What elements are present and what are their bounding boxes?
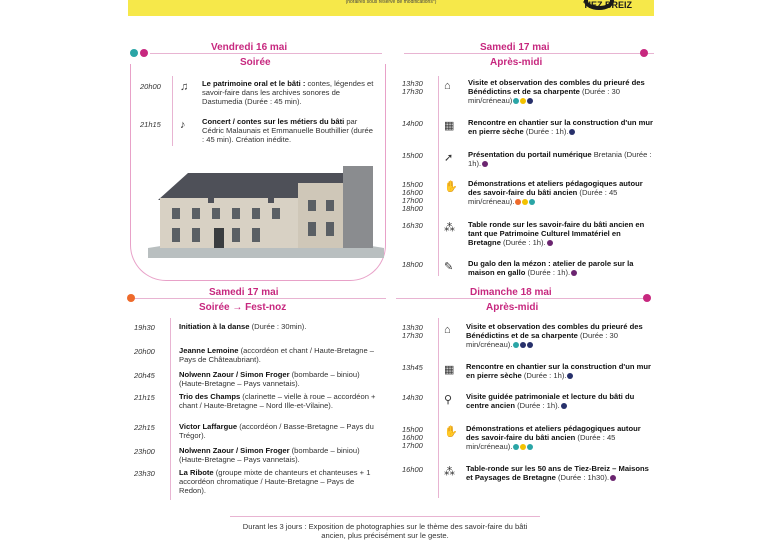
category-dots: [512, 443, 533, 452]
logo-text: TIEZ BREIZ: [583, 0, 632, 10]
event-desc: (Durée : 45 min/créneau).: [466, 433, 616, 451]
event-title: Présentation du portail numérique: [468, 150, 592, 159]
time-slot: 22h15: [134, 423, 155, 432]
event-item: [468, 259, 654, 278]
samedi-am-sub: Après-midi: [490, 57, 543, 68]
time-slot: 15h00 16h00 17h00: [402, 425, 423, 450]
category-dot-icon: [513, 98, 519, 104]
time-slot: 14h00: [402, 119, 423, 128]
event-title: Rencontre en chantier sur la construction d'un mur en pierre sèche: [466, 362, 651, 380]
event-title: Visite et observation des combles du prieuré des Bénédictins et de sa charpente: [466, 322, 643, 340]
category-dot-icon: [515, 199, 521, 205]
time-slot: 16h30: [402, 221, 423, 230]
footer-text: Durant les 3 jours : Exposition de photographies sur le thème des savoir-faire du bâti ancien, plus précisément sur le geste.: [242, 522, 528, 540]
vendredi-day: Vendredi 16 mai: [211, 42, 288, 53]
event-desc: (accordéon et chant / Haute-Bretagne – Pays de Châteaubriant).: [179, 346, 375, 364]
dimanche-day: Dimanche 18 mai: [470, 287, 552, 298]
time-slot: 16h00: [402, 465, 423, 474]
event-desc: (accordéon / Basse-Bretagne – Pays du Trégor).: [179, 422, 374, 440]
cursor-icon: ➚: [444, 152, 454, 164]
hands-icon: ✋: [444, 426, 458, 438]
category-dots: [481, 160, 488, 169]
hands-icon: ✋: [444, 181, 458, 193]
event-item: [202, 117, 374, 144]
stone-wall-icon: ▦: [444, 120, 455, 132]
header-note: (horaires sous réserve de modifications*): [345, 0, 437, 5]
event-title: Démonstrations et ateliers pédagogiques autour des savoir-faire du bâti ancien: [468, 179, 643, 197]
event-title: Visite et observation des combles du prieuré des Bénédictins et de sa charpente: [468, 78, 645, 96]
event-title: Le patrimoine oral et le bâti :: [202, 79, 306, 88]
event-desc: (groupe mixte de chanteurs et chanteuses + 1 accordéon chromatique / Haute-Bretagne – Pays de Redon).: [179, 468, 371, 495]
category-dot-icon: [520, 98, 526, 104]
event-item: [466, 322, 652, 350]
category-dot-icon: [513, 444, 519, 450]
time-slot: 20h00: [140, 82, 161, 91]
time-slot: 21h15: [140, 120, 161, 129]
event-desc: (bombarde – biniou) (Haute-Bretagne – Pays vannetais).: [179, 446, 360, 464]
event-item: [466, 392, 652, 411]
category-dot-icon: [520, 444, 526, 450]
event-item: [468, 118, 654, 137]
stone-wall-icon: ▦: [444, 364, 455, 376]
roof-icon: ⌂: [444, 324, 451, 336]
event-title: Démonstrations et ateliers pédagogiques autour des savoir-faire du bâti ancien: [466, 424, 641, 442]
event-desc: Bretania (Durée : 1h).: [468, 150, 652, 168]
pink-dot-icon: [640, 49, 648, 57]
category-dot-icon: [571, 270, 577, 276]
event-title: Victor Laffargue: [179, 422, 238, 431]
event-title: Table ronde sur les savoir-faire du bâti ancien en tant que Patrimoine Culturel Immatériel en Bretagne: [468, 220, 645, 247]
time-slot: 19h30: [134, 323, 155, 332]
category-dot-icon: [569, 129, 575, 135]
time-slot: 13h30 17h30: [402, 79, 423, 96]
category-dot-icon: [561, 403, 567, 409]
category-dots: [570, 269, 577, 278]
category-dot-icon: [522, 199, 528, 205]
category-dot-icon: [527, 444, 533, 450]
event-desc: (Durée : 1h).: [514, 401, 560, 410]
vendredi-header-line: [150, 53, 382, 54]
vendredi-timeline: [172, 76, 173, 146]
event-title: Concert / contes sur les métiers du bâti: [202, 117, 345, 126]
event-title: La Ribote: [179, 468, 214, 477]
event-desc: (Durée : 1h).: [500, 238, 546, 247]
samedi-pm-header-line: [134, 298, 386, 299]
time-slot: 20h00: [134, 347, 155, 356]
vendredi-sub: Soirée: [240, 57, 271, 68]
event-title: Nolwenn Zaour / Simon Froger: [179, 446, 290, 455]
category-dot-icon: [482, 161, 488, 167]
event-title: Table-ronde sur les 50 ans de Tiez-Breiz – Maisons et Paysages de Bretagne: [466, 464, 649, 482]
samedi-pm-sub: Soirée → Fest-noz: [199, 302, 287, 313]
category-dots: [560, 402, 567, 411]
event-item: [466, 464, 652, 483]
time-slot: 15h00 16h00 17h00 18h00: [402, 180, 423, 213]
category-dots: [514, 198, 535, 207]
pin-icon: ⚲: [444, 394, 453, 406]
category-dots: [609, 474, 616, 483]
roof-icon: ⌂: [444, 80, 451, 92]
category-dots: [566, 372, 573, 381]
samedi-pm-timeline: [170, 318, 171, 500]
event-item: [202, 79, 374, 106]
music-notes-icon: ♫: [180, 81, 189, 93]
event-item: [179, 422, 379, 440]
event-desc: (Durée : 30 min/créneau).: [466, 331, 618, 349]
event-item: [468, 150, 654, 169]
chateau-photo: [148, 158, 384, 258]
pink-dot-icon: [643, 294, 651, 302]
speech-icon: ✎: [444, 261, 454, 273]
event-item: [468, 179, 654, 207]
event-title: Rencontre en chantier sur la construction d'un mur en pierre sèche: [468, 118, 653, 136]
event-desc: contes, légendes et savoir-faire dans les archives sonores de Dastumedia (Durée : 45 min).: [202, 79, 374, 106]
time-slot: 13h45: [402, 363, 423, 372]
event-item: [466, 362, 652, 381]
category-dot-icon: [547, 240, 553, 246]
category-dots: [546, 239, 553, 248]
event-title: Trio des Champs: [179, 392, 241, 401]
event-title: Visite guidée patrimoniale et lecture du bâti du centre ancien: [466, 392, 635, 410]
time-slot: 15h00: [402, 151, 423, 160]
time-slot: 21h15: [134, 393, 155, 402]
time-slot: 14h30: [402, 393, 423, 402]
dimanche-header-line: [396, 298, 646, 299]
footer-divider: [230, 516, 540, 517]
event-item: [466, 424, 652, 452]
event-desc: (Durée : 45 min/créneau).: [468, 188, 618, 206]
time-slot: 20h45: [134, 371, 155, 380]
event-desc: (Durée : 1h).: [523, 127, 569, 136]
time-slot: 23h30: [134, 469, 155, 478]
samedi-am-timeline: [438, 76, 439, 276]
category-dots: [512, 97, 533, 106]
event-title: Du galo den la mézon : atelier de parole sur la maison en gallo: [468, 259, 634, 277]
samedi-am-header-line: [404, 53, 654, 54]
category-dots: [568, 128, 575, 137]
category-dot-icon: [610, 475, 616, 481]
event-item: [179, 392, 379, 410]
samedi-pm-day: Samedi 17 mai: [209, 287, 279, 298]
time-slot: 23h00: [134, 447, 155, 456]
dimanche-timeline: [438, 318, 439, 498]
category-dot-icon: [520, 342, 526, 348]
event-desc: (bombarde – biniou) (Haute-Bretagne – Pays vannetais).: [179, 370, 360, 388]
pink-dot-icon: [140, 49, 148, 57]
category-dot-icon: [527, 98, 533, 104]
category-dot-icon: [529, 199, 535, 205]
network-icon: ⁂: [444, 466, 455, 478]
event-item: [179, 346, 379, 364]
event-item: [179, 370, 379, 388]
time-slot: 18h00: [402, 260, 423, 269]
event-title: Initiation à la danse: [179, 322, 250, 331]
event-desc: (Durée : 1h).: [525, 268, 571, 277]
network-icon: ⁂: [444, 222, 455, 234]
time-slot: 13h30 17h30: [402, 323, 423, 340]
category-dots: [512, 341, 533, 350]
event-item: [468, 78, 654, 106]
category-dot-icon: [527, 342, 533, 348]
dimanche-sub: Après-midi: [486, 302, 539, 313]
samedi-am-day: Samedi 17 mai: [480, 42, 550, 53]
event-title: Jeanne Lemoine: [179, 346, 239, 355]
event-item: [179, 322, 379, 331]
event-desc: (Durée : 30min).: [249, 322, 307, 331]
category-dot-icon: [567, 373, 573, 379]
event-desc: (clarinette – vielle à roue – accordéon + chant / Haute-Bretagne – Nord Ille-et-Vilaine).: [179, 392, 376, 410]
event-desc: (Durée : 30 min/créneau): [468, 87, 620, 105]
event-item: [179, 446, 379, 464]
header-banner: [128, 0, 654, 16]
event-desc: par Cédric Malaunais et Emmanuelle Bouthillier (durée : 45 min). Création inédite.: [202, 117, 373, 144]
guitar-icon: ♪: [180, 119, 186, 131]
event-title: Nolwenn Zaour / Simon Froger: [179, 370, 290, 379]
category-dot-icon: [513, 342, 519, 348]
event-desc: (Durée : 1h30).: [555, 473, 610, 482]
event-desc: (Durée : 1h).: [521, 371, 567, 380]
event-item: [179, 468, 379, 495]
teal-dot-icon: [130, 49, 138, 57]
event-item: [468, 220, 654, 248]
orange-dot-icon: [127, 294, 135, 302]
